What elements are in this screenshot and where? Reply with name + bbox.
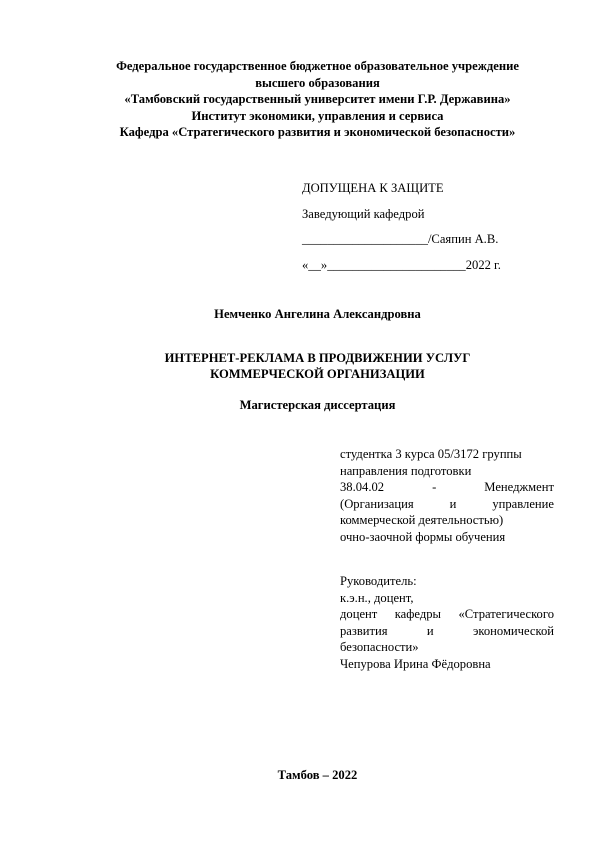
direction-dash: -: [432, 480, 437, 495]
supervisor-position-line-2: [340, 623, 554, 640]
position-word-2: кафедры: [394, 607, 442, 622]
position-word-4: развития: [340, 623, 388, 638]
position-word-5: и: [426, 623, 434, 638]
position-word-6: экономической: [472, 623, 554, 638]
student-direction-code: [340, 479, 554, 496]
position-word-3: «Стратегического: [458, 607, 554, 622]
city-year: Тамбов – 2022: [277, 768, 358, 782]
university-name: «Тамбовский государственный университет имени Г.Р. Державина»: [124, 92, 511, 106]
approval-role: Заведующий кафедрой: [302, 206, 425, 221]
supervisor-position-line-3: безопасности»: [340, 640, 419, 655]
direction-code: 38.04.02: [340, 480, 385, 495]
supervisor-degree: к.э.н., доцент,: [340, 590, 414, 605]
supervisor-position-line-1: [340, 606, 554, 623]
institution-type: Федеральное государственное бюджетное образовательное учреждение: [116, 59, 519, 73]
thesis-title-line-2: КОММЕРЧЕСКОЙ ОРГАНИЗАЦИИ: [210, 367, 425, 381]
supervisor-info: [340, 573, 554, 673]
document-type: Магистерская диссертация: [239, 398, 396, 412]
department-name: Кафедра «Стратегического развития и экономической безопасности»: [119, 125, 516, 139]
profile-word-1: (Организация: [340, 496, 414, 511]
direction-name: Менеджмент: [484, 480, 554, 495]
student-direction-label: направления подготовки: [340, 463, 472, 478]
author-name: Немченко Ангелина Александровна: [214, 307, 421, 321]
student-course-group: студентка 3 курса 05/3172 группы: [340, 447, 522, 461]
student-info: [340, 446, 554, 546]
profile-word-2: и: [449, 496, 457, 511]
approval-block: [302, 180, 501, 282]
supervisor-name: Чепурова Ирина Фёдоровна: [340, 656, 491, 671]
thesis-title: [40, 350, 595, 382]
approval-status: ДОПУЩЕНА К ЗАЩИТЕ: [302, 181, 444, 195]
approval-signature: ____________________/Саяпин А.В.: [302, 232, 499, 246]
student-profile-line: [340, 496, 554, 513]
thesis-title-line-1: ИНТЕРНЕТ-РЕКЛАМА В ПРОДВИЖЕНИИ УСЛУГ: [164, 351, 471, 365]
student-profile-end: коммерческой деятельностью): [340, 513, 504, 528]
student-study-form: очно-заочной формы обучения: [340, 529, 506, 544]
supervisor-label: Руководитель:: [340, 574, 417, 588]
education-level: высшего образования: [255, 75, 380, 90]
position-word-1: доцент: [340, 607, 378, 622]
institute-name: Институт экономики, управления и сервиса: [191, 108, 444, 123]
institution-header: [40, 58, 595, 141]
profile-word-3: управление: [492, 496, 554, 511]
approval-date: «__»______________________2022 г.: [302, 257, 501, 272]
